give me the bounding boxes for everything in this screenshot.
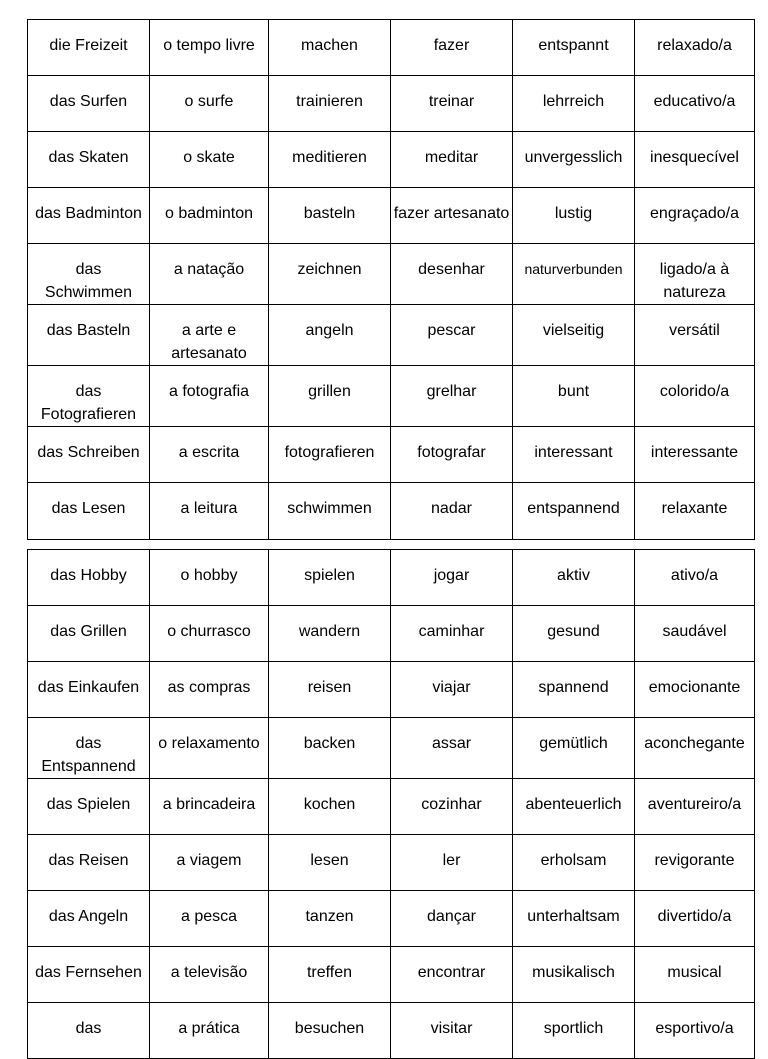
table-row <box>28 244 755 305</box>
table-cell: a brincadeira <box>150 779 269 835</box>
table-cell: zeichnen <box>269 244 391 305</box>
table-cell: interessante <box>635 427 755 483</box>
table-row <box>28 366 755 427</box>
table-cell: interessant <box>513 427 635 483</box>
table-cell: erholsam <box>513 835 635 891</box>
table-cell: entspannend <box>513 483 635 540</box>
table-row <box>28 718 755 779</box>
table-cell: a arte e artesanato <box>150 305 269 366</box>
table-cell: nadar <box>391 483 513 540</box>
vocabulary-table-1 <box>27 19 755 540</box>
table-cell: saudável <box>635 606 755 662</box>
table-cell: grillen <box>269 366 391 427</box>
table-cell: das Angeln <box>28 891 150 947</box>
table-cell: a escrita <box>150 427 269 483</box>
table-cell: a pesca <box>150 891 269 947</box>
table-cell: das Hobby <box>28 550 150 606</box>
table-cell: viajar <box>391 662 513 718</box>
table-cell: sportlich <box>513 1003 635 1059</box>
table-cell: das Schreiben <box>28 427 150 483</box>
table-cell: ler <box>391 835 513 891</box>
table-cell: esportivo/a <box>635 1003 755 1059</box>
table-cell: visitar <box>391 1003 513 1059</box>
table-row <box>28 188 755 244</box>
table-cell: versátil <box>635 305 755 366</box>
table-cell: unvergesslich <box>513 132 635 188</box>
table-cell: meditieren <box>269 132 391 188</box>
table-cell: vielseitig <box>513 305 635 366</box>
table-cell: das Reisen <box>28 835 150 891</box>
table-row <box>28 132 755 188</box>
table-row <box>28 891 755 947</box>
table-cell: relaxado/a <box>635 20 755 76</box>
table-cell: divertido/a <box>635 891 755 947</box>
table-cell: das <box>28 1003 150 1059</box>
table-row <box>28 76 755 132</box>
table-cell: inesquecível <box>635 132 755 188</box>
table-cell: gemütlich <box>513 718 635 779</box>
table-cell: a televisão <box>150 947 269 1003</box>
table-cell: abenteuerlich <box>513 779 635 835</box>
table-cell: kochen <box>269 779 391 835</box>
table-cell: dançar <box>391 891 513 947</box>
table-cell: desenhar <box>391 244 513 305</box>
table-cell: bunt <box>513 366 635 427</box>
table-cell: das Schwimmen <box>28 244 150 305</box>
table-cell: besuchen <box>269 1003 391 1059</box>
table-row <box>28 835 755 891</box>
table-cell: die Freizeit <box>28 20 150 76</box>
table-row <box>28 305 755 366</box>
table-cell: das Surfen <box>28 76 150 132</box>
table-cell: revigorante <box>635 835 755 891</box>
table-cell: wandern <box>269 606 391 662</box>
table-cell: colorido/a <box>635 366 755 427</box>
table-cell: meditar <box>391 132 513 188</box>
table-cell: das Einkaufen <box>28 662 150 718</box>
table-cell: musical <box>635 947 755 1003</box>
table-cell: treffen <box>269 947 391 1003</box>
table-cell: jogar <box>391 550 513 606</box>
table-cell: o relaxamento <box>150 718 269 779</box>
table-cell: lesen <box>269 835 391 891</box>
table-cell: aventureiro/a <box>635 779 755 835</box>
vocabulary-table-1-body <box>28 20 755 540</box>
table-cell: assar <box>391 718 513 779</box>
table-cell: aktiv <box>513 550 635 606</box>
table-row <box>28 779 755 835</box>
table-cell: engraçado/a <box>635 188 755 244</box>
table-cell: cozinhar <box>391 779 513 835</box>
table-cell: encontrar <box>391 947 513 1003</box>
table-cell: musikalisch <box>513 947 635 1003</box>
table-cell: as compras <box>150 662 269 718</box>
table-cell: pescar <box>391 305 513 366</box>
table-cell: fotografieren <box>269 427 391 483</box>
table-row <box>28 427 755 483</box>
table-cell: relaxante <box>635 483 755 540</box>
table-cell: das Badminton <box>28 188 150 244</box>
table-cell: a prática <box>150 1003 269 1059</box>
table-row <box>28 483 755 540</box>
table-cell: das Lesen <box>28 483 150 540</box>
table-cell: a leitura <box>150 483 269 540</box>
table-cell: naturverbunden <box>513 244 635 305</box>
table-cell: spannend <box>513 662 635 718</box>
table-cell: ativo/a <box>635 550 755 606</box>
table-cell: das Spielen <box>28 779 150 835</box>
table-cell: fazer artesanato <box>391 188 513 244</box>
table-cell: emocionante <box>635 662 755 718</box>
table-cell: das Skaten <box>28 132 150 188</box>
table-cell: basteln <box>269 188 391 244</box>
table-cell: grelhar <box>391 366 513 427</box>
table-cell: das Entspannend <box>28 718 150 779</box>
table-cell: machen <box>269 20 391 76</box>
table-cell: aconchegante <box>635 718 755 779</box>
table-row <box>28 20 755 76</box>
table-cell: educativo/a <box>635 76 755 132</box>
table-cell: lehrreich <box>513 76 635 132</box>
table-cell: fazer <box>391 20 513 76</box>
table-cell: lustig <box>513 188 635 244</box>
table-cell: spielen <box>269 550 391 606</box>
table-cell: angeln <box>269 305 391 366</box>
table-cell: o surfe <box>150 76 269 132</box>
table-cell: entspannt <box>513 20 635 76</box>
table-cell: trainieren <box>269 76 391 132</box>
table-row <box>28 606 755 662</box>
table-cell: o hobby <box>150 550 269 606</box>
table-cell: schwimmen <box>269 483 391 540</box>
table-cell: caminhar <box>391 606 513 662</box>
table-cell: tanzen <box>269 891 391 947</box>
vocabulary-table-2-body <box>28 550 755 1059</box>
table-cell: treinar <box>391 76 513 132</box>
table-row <box>28 550 755 606</box>
table-cell: das Fotografieren <box>28 366 150 427</box>
table-cell: reisen <box>269 662 391 718</box>
table-cell: a viagem <box>150 835 269 891</box>
table-row <box>28 947 755 1003</box>
table-cell: a fotografia <box>150 366 269 427</box>
table-cell: backen <box>269 718 391 779</box>
table-cell: gesund <box>513 606 635 662</box>
table-cell: o churrasco <box>150 606 269 662</box>
table-cell: o tempo livre <box>150 20 269 76</box>
table-row <box>28 1003 755 1059</box>
table-cell: o badminton <box>150 188 269 244</box>
table-cell: fotografar <box>391 427 513 483</box>
table-cell: o skate <box>150 132 269 188</box>
table-cell: das Fernsehen <box>28 947 150 1003</box>
table-cell: unterhaltsam <box>513 891 635 947</box>
table-cell: ligado/a à natureza <box>635 244 755 305</box>
table-row <box>28 662 755 718</box>
table-cell: das Basteln <box>28 305 150 366</box>
table-cell: das Grillen <box>28 606 150 662</box>
vocabulary-table-2 <box>27 549 755 1059</box>
table-cell: a natação <box>150 244 269 305</box>
